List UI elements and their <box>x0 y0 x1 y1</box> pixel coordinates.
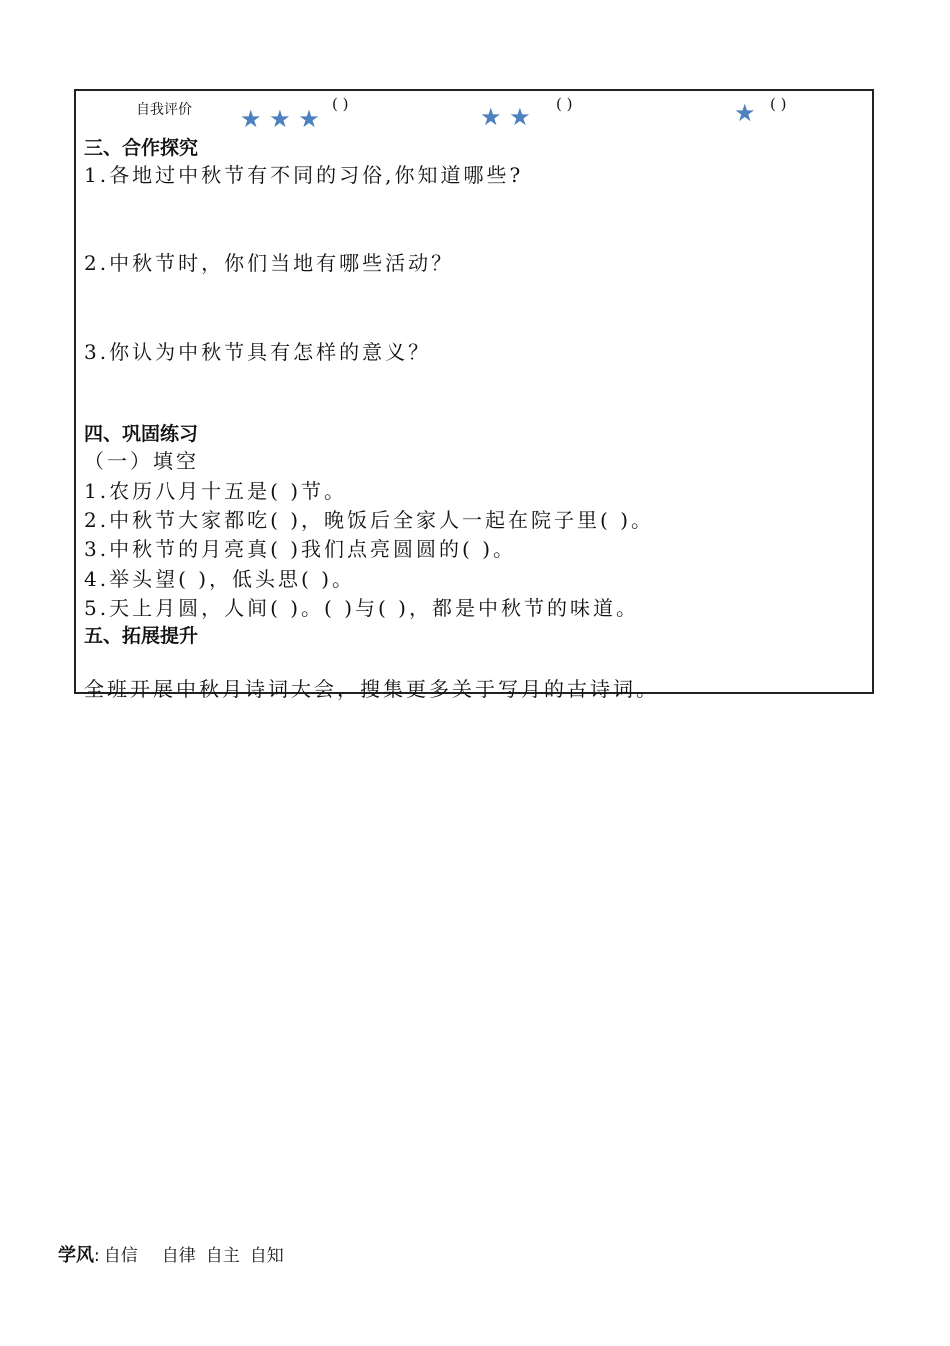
section-3-question-3: 3.你认为中秋节具有怎样的意义？ <box>84 340 432 364</box>
rating-blank-2-stars: ( ) <box>556 95 573 113</box>
fill-blank-item-1: 1.农历八月十五是( )节。 <box>84 479 348 503</box>
section-3-question-1: 1.各地过中秋节有不同的习俗,你知道哪些? <box>84 163 524 187</box>
section-4-heading: 四、巩固练习 <box>84 423 199 445</box>
section-4-subheading: （一）填空 <box>84 449 199 473</box>
motto-item-self-knowledge: 自知 <box>249 1246 284 1266</box>
study-motto <box>58 1241 284 1267</box>
rating-blank-1-star: ( ) <box>770 95 787 113</box>
rating-blank-3-stars: ( ) <box>332 95 349 113</box>
section-3-heading: 三、合作探究 <box>84 137 199 159</box>
self-evaluation-label: 自我评价 <box>136 102 192 118</box>
section-5-heading: 五、拓展提升 <box>84 625 199 647</box>
fill-blank-item-2: 2.中秋节大家都吃( )，晚饭后全家人一起在院子里( )。 <box>84 508 655 532</box>
motto-separator: : <box>94 1246 100 1266</box>
fill-blank-item-5: 5.天上月圆，人间( )。( )与( )，都是中秋节的味道。 <box>84 596 639 620</box>
section-3-question-2: 2.中秋节时，你们当地有哪些活动？ <box>84 251 455 275</box>
star-icon-group-1: ★ <box>734 99 756 127</box>
star-icon-group-3: ★ ★ ★ <box>240 105 320 133</box>
star-icon-group-2: ★ ★ <box>480 103 531 131</box>
motto-label: 学风 <box>58 1245 94 1266</box>
motto-item-confidence: 自信 <box>103 1246 138 1266</box>
fill-blank-item-4: 4.举头望( )，低头思( )。 <box>84 567 356 591</box>
motto-item-autonomy: 自主 <box>205 1246 240 1266</box>
worksheet-box <box>74 89 874 701</box>
motto-item-discipline: 自律 <box>161 1246 196 1266</box>
fill-blank-item-3: 3.中秋节的月亮真( )我们点亮圆圆的( )。 <box>84 537 517 561</box>
section-5-task: 全班开展中秋月诗词大会，搜集更多关于写月的古诗词。 <box>84 677 659 701</box>
